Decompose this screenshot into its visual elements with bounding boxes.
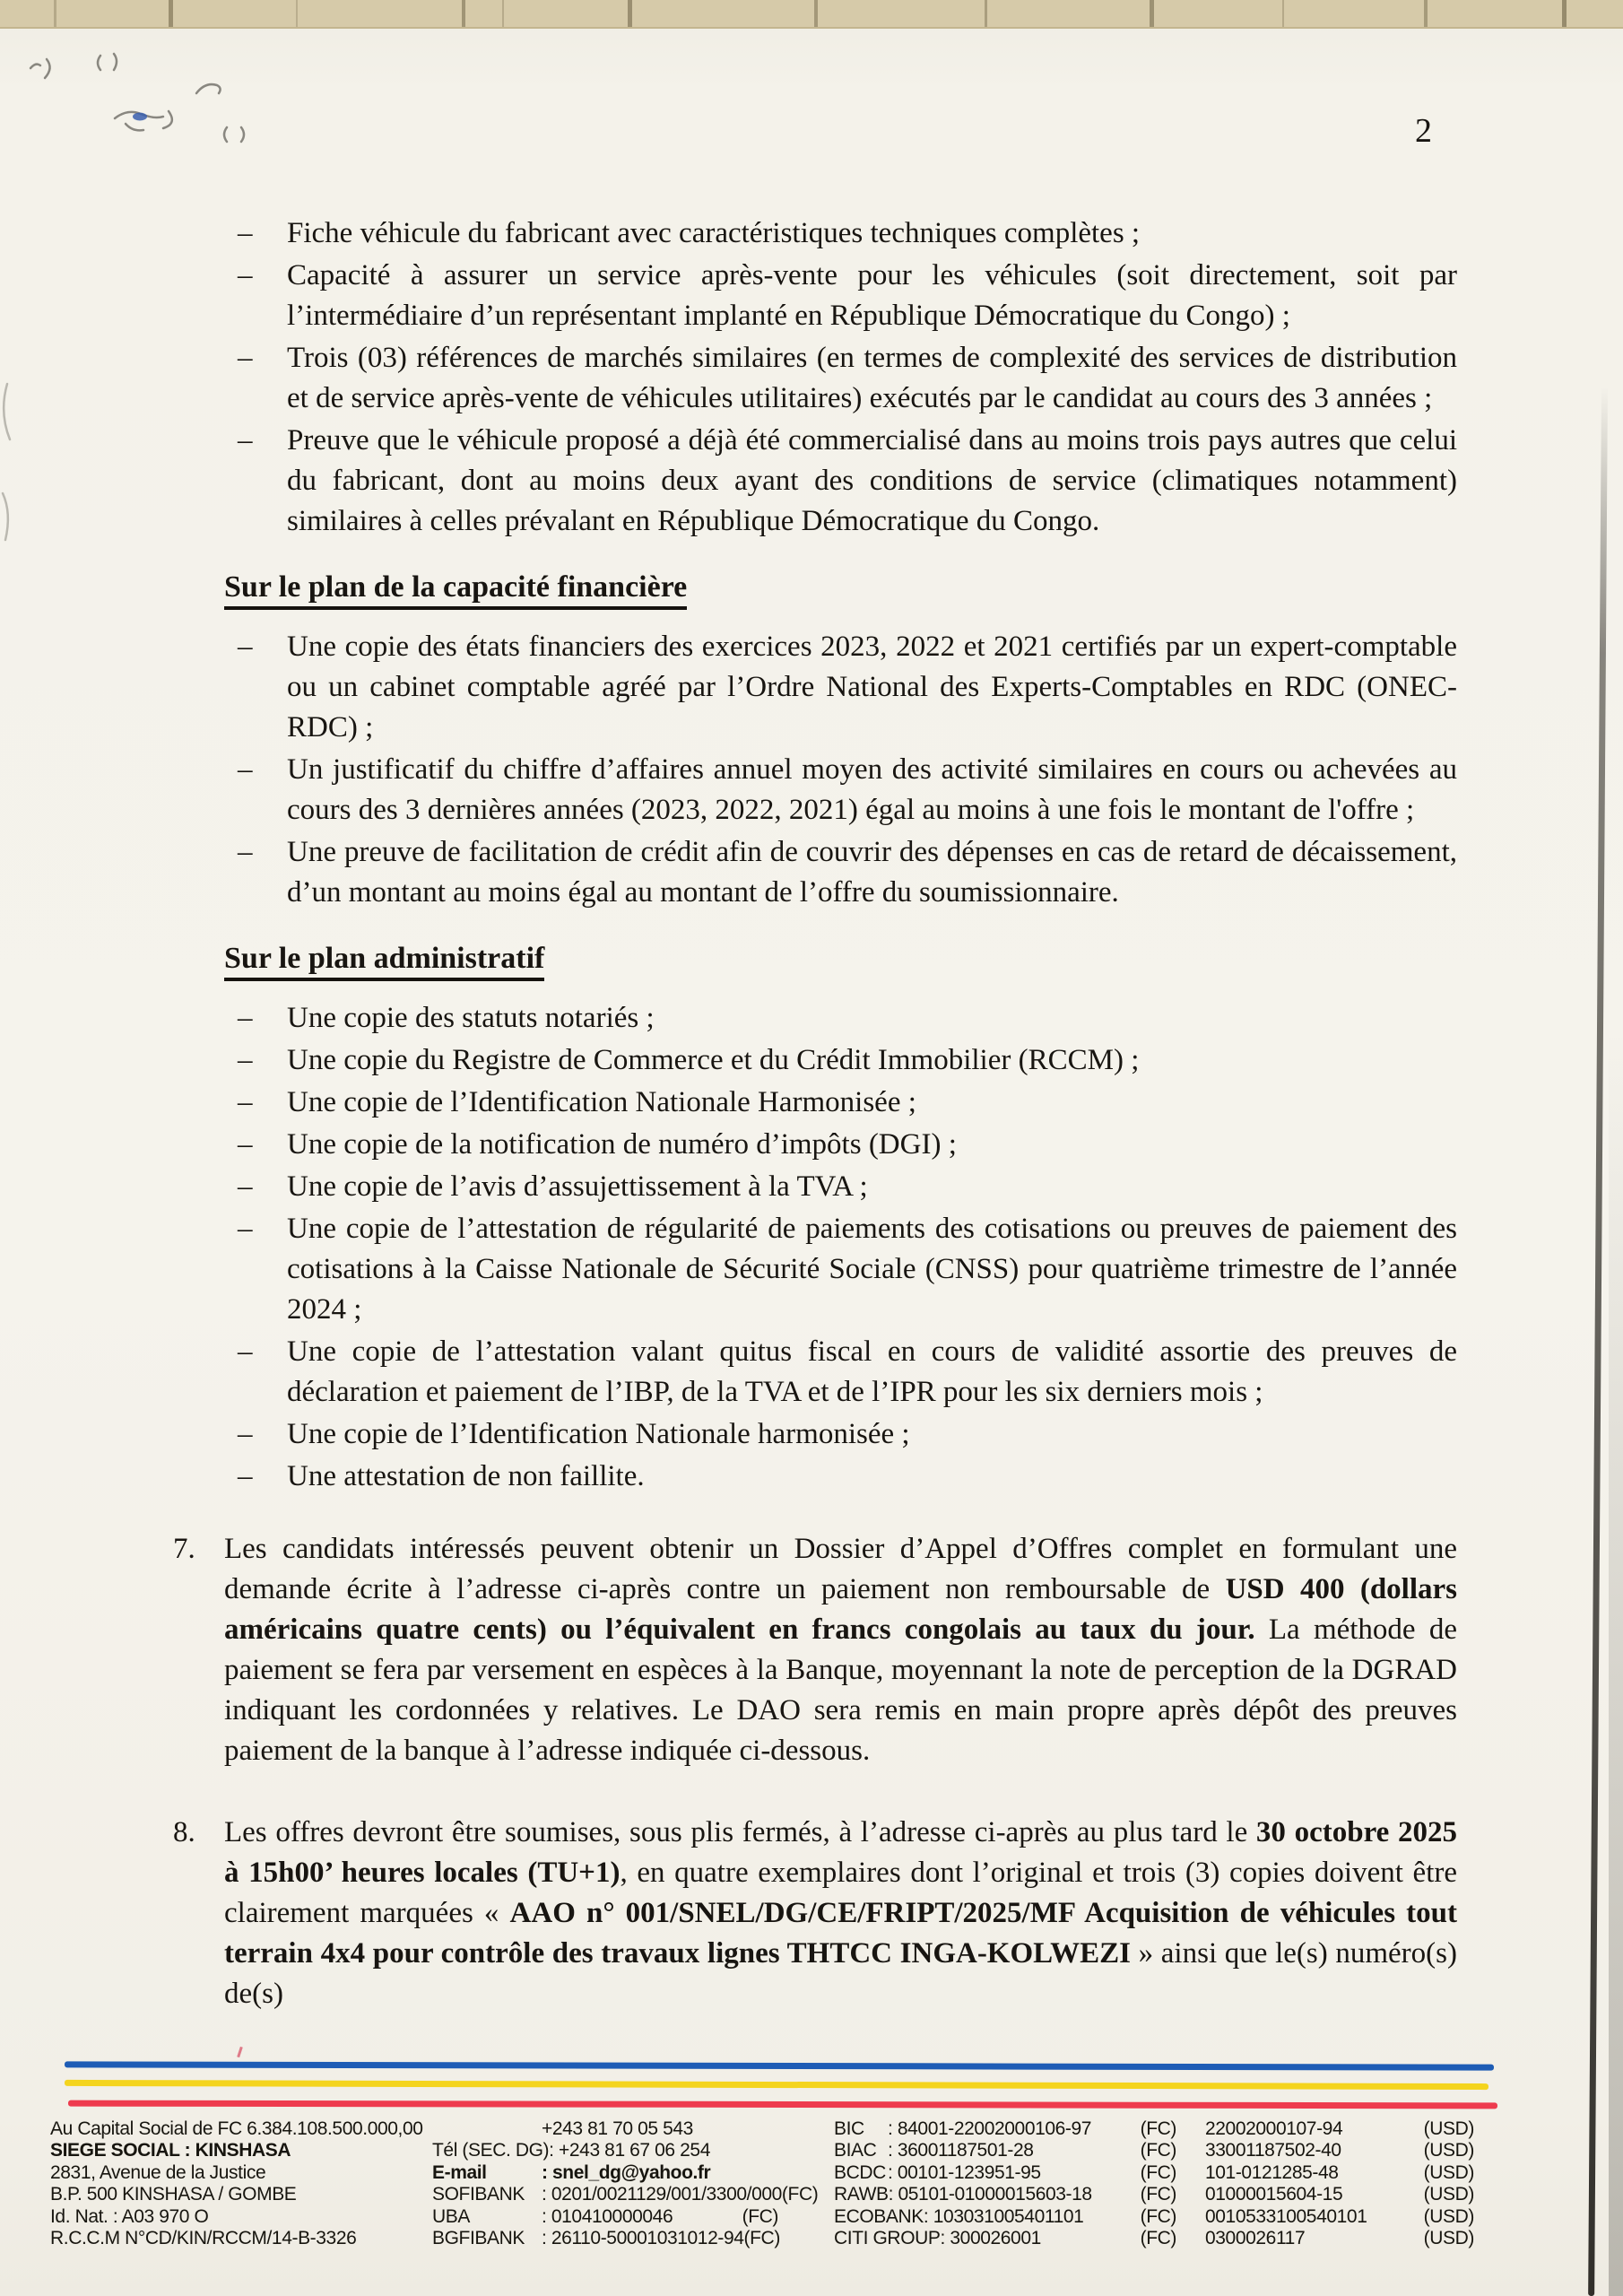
footer-bank-name: ECOBANK <box>834 2205 924 2227</box>
footer-email-value: : snel_dg@yahoo.fr <box>542 2161 711 2183</box>
footer-bank-row <box>432 2184 819 2205</box>
footer-bank-account: : 36001187501-28 <box>888 2140 1034 2161</box>
list-item-text: Preuve que le véhicule proposé a déjà été commercialisé dans au moins trois pays autres que celui du fabricant, dont au moins deux ayant des conditions de service (climatiques notamment) similaires à celles prévalant en République Démocratique du Congo. <box>287 424 1457 537</box>
scan-streak <box>1282 0 1284 27</box>
dash-marker: – <box>238 424 253 457</box>
list-item-text: Un justificatif du chiffre d’affaires annuel moyen des activité similaires en cours ou achevées au cours des 3 dernières années (2023, 2022, 2021) égal au moins à une fois le montant de l'offre ; <box>287 753 1457 826</box>
dash-marker: – <box>238 1460 253 1492</box>
section-heading-financial-text: Sur le plan de la capacité financière <box>224 570 687 610</box>
footer-currency: (USD) <box>1423 2184 1474 2205</box>
footer-currency: (FC) <box>1140 2161 1176 2183</box>
list-item-text: Une copie de l’avis d’assujettissement à la TVA ; <box>287 1170 868 1203</box>
dash-marker: – <box>238 259 253 291</box>
dash-marker: – <box>238 1044 253 1076</box>
scan-edge-shadow-soft <box>1609 1031 1623 2296</box>
footer-address: 2831, Avenue de la Justice <box>50 2161 266 2183</box>
list-item-text: Fiche véhicule du fabricant avec caractéristiques techniques complètes ; <box>287 217 1141 249</box>
footer-bank-row <box>1205 2118 1474 2140</box>
list-item <box>238 832 1457 913</box>
list-item-text: Une copie des statuts notariés ; <box>287 1002 655 1034</box>
footer-siege-social: SIEGE SOCIAL : KINSHASA <box>50 2140 291 2161</box>
footer-bank-label: BGFIBANK <box>432 2228 525 2249</box>
footer-bank-label: SOFIBANK <box>432 2184 525 2205</box>
footer-bank-name: BIAC <box>834 2140 877 2161</box>
footer-tel-label: Tél (SEC. DG) <box>432 2140 550 2161</box>
paragraph-8-text <box>224 1813 1457 2014</box>
paragraph-7-text <box>224 1529 1457 1771</box>
dash-marker: – <box>238 342 253 374</box>
scan-streak <box>1424 0 1428 27</box>
list-item-text: Une preuve de facilitation de crédit afin de couvrir des dépenses en cas de retard de décaissement, d’un montant au moins égal au montant de l’offre du soumissionnaire. <box>287 836 1457 909</box>
ink-marks-left-edge <box>0 377 27 574</box>
list-item-text: Une copie de l’Identification Nationale harmonisée ; <box>287 1418 910 1450</box>
scan-streak <box>169 0 173 27</box>
footer-bank-name: BCDC <box>834 2161 886 2183</box>
list-item <box>238 1414 1457 1455</box>
list-item <box>238 998 1457 1039</box>
footer-contact-row <box>432 2118 778 2140</box>
footer-bank-row <box>834 2118 1176 2140</box>
document-body <box>173 213 1458 2014</box>
list-item <box>238 750 1457 831</box>
footer-bank-name: RAWB <box>834 2184 889 2205</box>
footer-bank-row <box>834 2206 1176 2228</box>
footer-bank-account: : 010410000046 <box>542 2205 673 2227</box>
dash-marker: – <box>238 631 253 663</box>
scan-streak <box>462 0 465 27</box>
letterhead-stripe-yellow <box>65 2080 1488 2090</box>
footer-phone-2: : +243 81 67 06 254 <box>549 2140 710 2161</box>
footer-bank-account: 01000015604-15 <box>1205 2184 1343 2205</box>
footer-bank-row <box>1205 2140 1474 2161</box>
footer-currency: (USD) <box>1423 2140 1474 2161</box>
letterhead-stripe-blue <box>65 2061 1494 2070</box>
dash-marker: – <box>238 1128 253 1161</box>
list-item <box>238 1040 1457 1081</box>
footer-bank-account: : 26110-50001031012-94 <box>542 2228 744 2249</box>
scan-streak <box>502 0 504 27</box>
footer-bank-row <box>1205 2184 1474 2205</box>
scan-streak <box>628 0 632 27</box>
footer-rccm: R.C.C.M N°CD/KIN/RCCM/14-B-3326 <box>50 2228 357 2249</box>
scan-streak <box>1150 0 1154 27</box>
paragraph-7-seg3: La méthode de paiement se fera par versement en espèces à la Banque, moyennant la note de perception de la DGRAD indiquant les cordonnées y relatives. Le DAO sera remis en main propre après dépôt des preuves paiement de la banque à l’adresse indiquée ci-dessous. <box>224 1613 1457 1767</box>
footer-currency: (FC) <box>743 2228 780 2249</box>
technical-requirements-list <box>238 213 1457 542</box>
footer-id-nat: Id. Nat. : A03 970 O <box>50 2205 209 2227</box>
list-item <box>238 338 1457 419</box>
dash-marker: – <box>238 1002 253 1034</box>
list-item-text: Une copie de l’attestation de régularité de paiements des cotisations ou preuves de paiement des cotisations à la Caisse Nationale de Sécurité Sociale (CNSS) pour quatrième trimestre de l’année 2024 ; <box>287 1213 1457 1326</box>
list-item <box>238 1167 1457 1207</box>
list-item <box>238 213 1457 254</box>
footer-currency: (FC) <box>1140 2205 1176 2227</box>
list-item-text: Capacité à assurer un service après-vente pour les véhicules (soit directement, soit par l’intermédiaire d’un représentant implanté en République Démocratique du Congo) ; <box>287 259 1457 332</box>
scan-edge-shadow <box>1588 386 1608 2296</box>
dash-marker: – <box>238 753 253 786</box>
paragraph-8-reference-bold: AAO n° 001/SNEL/DG/CE/FRIPT/2025/MF Acquisition de véhicules tout terrain 4x4 pour contrôle des travaux lignes THTCC INGA-KOLWEZI <box>224 1897 1457 1970</box>
footer-contact-row <box>432 2162 778 2184</box>
list-item <box>238 1332 1457 1413</box>
list-item-text: Une copie des états financiers des exercices 2023, 2022 et 2021 certifiés par un expert-comptable ou un cabinet comptable agréé par l’Ordre National des Experts-Comptables en RDC (ONEC-RDC) ; <box>287 631 1457 744</box>
dash-marker: – <box>238 1170 253 1203</box>
footer-currency: (FC) <box>1140 2228 1176 2249</box>
footer-bank-account: 0300026117 <box>1205 2228 1306 2249</box>
list-item <box>238 1457 1457 1497</box>
dash-marker: – <box>238 1335 253 1368</box>
letterhead-stripe-red <box>68 2100 1497 2109</box>
list-item <box>238 1083 1457 1123</box>
footer-contact-column <box>432 2118 819 2249</box>
list-item <box>238 627 1457 748</box>
paragraph-7-bold: USD 400 (dollars américains quatre cents) ou l’équivalent en francs congolais au taux du jour. <box>224 1573 1458 1646</box>
list-item-text: Une copie du Registre de Commerce et du Crédit Immobilier (RCCM) ; <box>287 1044 1140 1076</box>
footer-bank-row <box>834 2140 1176 2161</box>
scan-streak <box>814 0 818 27</box>
section-heading-admin-text: Sur le plan administratif <box>224 942 544 981</box>
footer-bank-account: : 0201/0021129/001/3300/000 <box>542 2184 782 2205</box>
footer-bank-account: : 05101-01000015603-18 <box>888 2184 1092 2205</box>
paragraph-8-number: 8. <box>173 1816 195 1848</box>
footer-currency: (FC) <box>742 2205 778 2227</box>
paragraph-8-seg3: , en quatre exemplaires dont l’original et trois (3) copies doivent être clairement marquées « <box>224 1857 1457 1929</box>
footer-bank-row <box>432 2206 778 2228</box>
footer-bank-row <box>1205 2162 1474 2184</box>
footer-bank-account: 101-0121285-48 <box>1205 2161 1339 2183</box>
scan-streak <box>985 0 987 27</box>
footer-bank-row <box>834 2184 1176 2205</box>
section-heading-admin <box>224 938 1457 978</box>
list-item <box>238 256 1457 336</box>
list-item <box>238 1125 1457 1165</box>
footer-bank-account: : 84001-22002000106-97 <box>888 2118 1092 2139</box>
footer-currency: (USD) <box>1423 2205 1474 2227</box>
list-item-text: Une copie de l’Identification Nationale Harmonisée ; <box>287 1086 916 1118</box>
scanner-edge-band <box>0 0 1623 29</box>
footer-bank-account: : 300026001 <box>940 2228 1041 2249</box>
footer-bank-row <box>834 2228 1176 2249</box>
paragraph-8 <box>173 1813 1457 2014</box>
footer-currency: (FC) <box>781 2184 819 2205</box>
paragraph-8-deadline-bold: 30 octobre 2025 à 15h00’ heures locales (TU+1) <box>224 1816 1457 1889</box>
paragraph-7 <box>173 1529 1457 1771</box>
list-item-text: Une copie de la notification de numéro d’impôts (DGI) ; <box>287 1128 957 1161</box>
dash-marker: – <box>238 1418 253 1450</box>
footer-bank-row <box>1205 2206 1474 2228</box>
list-item-text: Trois (03) références de marchés similaires (en termes de complexité des services de distribution et de service après-vente de véhicules utilitaires) exécutés par le candidat au cours des 3 années ; <box>287 342 1457 414</box>
footer-bank-account: : 00101-123951-95 <box>888 2161 1041 2183</box>
list-item-text: Une attestation de non faillite. <box>287 1460 645 1492</box>
list-item-text: Une copie de l’attestation valant quitus fiscal en cours de validité assortie des preuves de déclaration et paiement de l’IBP, de la TVA et de l’IPR pour les six derniers mois ; <box>287 1335 1457 1408</box>
paragraph-7-seg1: Les candidats intéressés peuvent obtenir un Dossier d’Appel d’Offres complet en formulant une demande écrite à l’adresse ci-après contre un paiement non remboursable de <box>224 1533 1457 1605</box>
footer-bank-row <box>432 2228 778 2249</box>
ink-blue-blot <box>133 113 147 121</box>
dash-marker: – <box>238 217 253 249</box>
ink-red-tick <box>237 2047 243 2057</box>
dash-marker: – <box>238 1086 253 1118</box>
footer-phone-1: +243 81 70 05 543 <box>542 2118 693 2139</box>
list-item <box>238 1209 1457 1330</box>
footer-capital: Au Capital Social de FC 6.384.108.500.000,00 <box>50 2118 423 2139</box>
dash-marker: – <box>238 1213 253 1245</box>
footer-currency: (USD) <box>1423 2161 1474 2183</box>
paragraph-7-number: 7. <box>173 1533 195 1565</box>
footer-bank-account: 22002000107-94 <box>1205 2118 1343 2139</box>
footer-bank-name: BIC <box>834 2118 864 2139</box>
footer-bank-account: 33001187502-40 <box>1205 2140 1341 2161</box>
footer-bank-label: UBA <box>432 2205 470 2227</box>
footer-bank-row <box>834 2162 1176 2184</box>
footer-contact-row <box>432 2140 778 2161</box>
paragraph-8-seg5: » ainsi que le(s) numéro(s) de(s) <box>224 1937 1457 2010</box>
footer-currency: (FC) <box>1140 2184 1176 2205</box>
footer-banks-usd-column <box>1205 2118 1474 2249</box>
footer-currency: (FC) <box>1140 2140 1176 2161</box>
page-number: 2 <box>1415 112 1432 150</box>
scan-streak <box>54 0 56 27</box>
ink-marks <box>5 45 274 197</box>
footer-email-label: E-mail <box>432 2161 487 2183</box>
footer-bank-row <box>1205 2228 1474 2249</box>
footer-bank-account: : 103031005401101 <box>923 2205 1084 2227</box>
footer-currency: (USD) <box>1423 2118 1474 2139</box>
section-heading-financial <box>224 567 1457 607</box>
admin-requirements-list <box>238 998 1457 1497</box>
paragraph-8-seg1: Les offres devront être soumises, sous plis fermés, à l’adresse ci-après au plus tard le <box>224 1816 1256 1848</box>
footer-currency: (USD) <box>1423 2228 1474 2249</box>
footer-bp: B.P. 500 KINSHASA / GOMBE <box>50 2184 297 2205</box>
footer-contact-label <box>432 2118 542 2140</box>
dash-marker: – <box>238 836 253 868</box>
footer-bank-account: 0010533100540101 <box>1205 2205 1367 2227</box>
footer-currency: (FC) <box>1140 2118 1176 2139</box>
footer-bank-name: CITI GROUP <box>834 2228 941 2249</box>
list-item <box>238 421 1457 542</box>
financial-requirements-list <box>238 627 1457 913</box>
footer-company-column <box>50 2118 423 2249</box>
scan-streak <box>1562 0 1567 27</box>
footer-banks-fc-column <box>834 2118 1176 2249</box>
scan-streak <box>296 0 298 27</box>
